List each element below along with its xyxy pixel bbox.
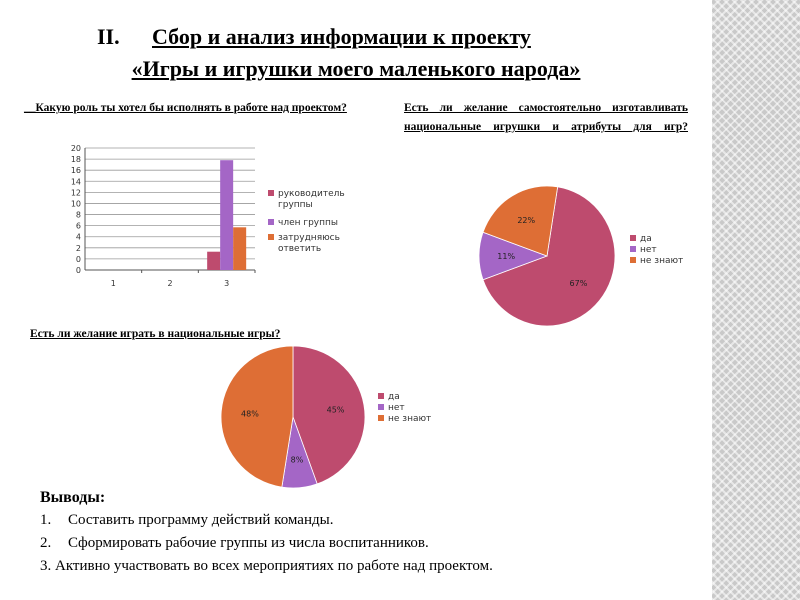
legend-label: да — [388, 392, 400, 402]
y-tick-label: 2 — [75, 243, 81, 253]
legend-label: не знают — [388, 414, 432, 424]
conclusion-item-1 — [40, 509, 493, 532]
y-tick-label: 8 — [75, 210, 81, 220]
x-tick-label: 3 — [224, 279, 230, 288]
section-number: II. — [97, 24, 120, 49]
legend-label: член группы — [278, 218, 338, 228]
question-1: __Какую роль ты хотел бы исполнять в работе над проектом? — [24, 102, 347, 114]
pie-value-label: 8% — [290, 455, 304, 465]
conclusion-number: 2. — [40, 535, 52, 551]
legend-swatch — [630, 246, 636, 252]
x-tick-label: 1 — [110, 279, 116, 288]
y-tick-label: 6 — [75, 221, 81, 231]
decorative-sidebar — [712, 0, 800, 600]
y-tick-label: 0 — [75, 254, 81, 264]
legend-swatch — [630, 257, 636, 263]
legend-label: затрудняюсь ответить — [278, 233, 340, 254]
conclusion-number: 1. — [40, 512, 52, 528]
pie-chart-play-games — [213, 343, 463, 491]
legend-label: да — [640, 234, 652, 244]
pie-chart-make-toys — [470, 178, 700, 338]
conclusion-item-2 — [40, 532, 493, 555]
bar — [220, 160, 233, 270]
pie-value-label: 48% — [241, 409, 259, 419]
y-tick-label: 16 — [70, 166, 81, 176]
legend-label: не знают — [640, 256, 684, 266]
conclusion-text: Сформировать рабочие группы из числа воспитанников. — [68, 535, 429, 551]
bar — [233, 227, 246, 270]
bar — [207, 252, 220, 270]
bar-chart-role — [55, 140, 370, 295]
legend-swatch — [630, 235, 636, 241]
y-tick-label: 12 — [70, 188, 81, 198]
legend-label: руководитель группы — [278, 189, 345, 210]
conclusions — [40, 486, 493, 578]
legend-swatch — [268, 219, 274, 225]
conclusion-item-3: 3. Активно участвовать во всех мероприятиях по работе над проектом. — [40, 558, 493, 574]
legend-swatch — [378, 404, 384, 410]
legend-swatch — [378, 393, 384, 399]
pie-value-label: 67% — [569, 278, 588, 288]
x-tick-label: 2 — [167, 279, 173, 288]
pie-value-label: 22% — [517, 215, 536, 225]
y-tick-label: 0 — [75, 266, 81, 275]
y-tick-label: 18 — [70, 155, 81, 165]
pie-value-label: 11% — [497, 252, 516, 261]
slide-title-line2: «Игры и игрушки моего маленького народа» — [131, 56, 581, 81]
legend-swatch — [378, 415, 384, 421]
y-tick-label: 14 — [70, 177, 81, 187]
conclusion-text: Составить программу действий команды. — [68, 512, 334, 528]
legend-label: нет — [388, 403, 405, 413]
legend-label: нет — [640, 245, 657, 255]
title-text: Сбор и анализ информации к проекту — [152, 24, 531, 49]
conclusions-heading: Выводы: — [40, 489, 106, 506]
y-tick-label: 4 — [75, 232, 81, 242]
pie-value-label: 45% — [326, 405, 345, 415]
y-tick-label: 20 — [70, 144, 81, 153]
y-tick-label: 10 — [70, 199, 81, 209]
question-3: Есть ли желание играть в национальные игры? — [30, 328, 281, 340]
legend-swatch — [268, 190, 274, 196]
question-2: Есть ли желание самостоятельно изготавливать национальные игрушки и атрибуты для игр? — [404, 102, 688, 133]
legend-swatch — [268, 234, 274, 240]
